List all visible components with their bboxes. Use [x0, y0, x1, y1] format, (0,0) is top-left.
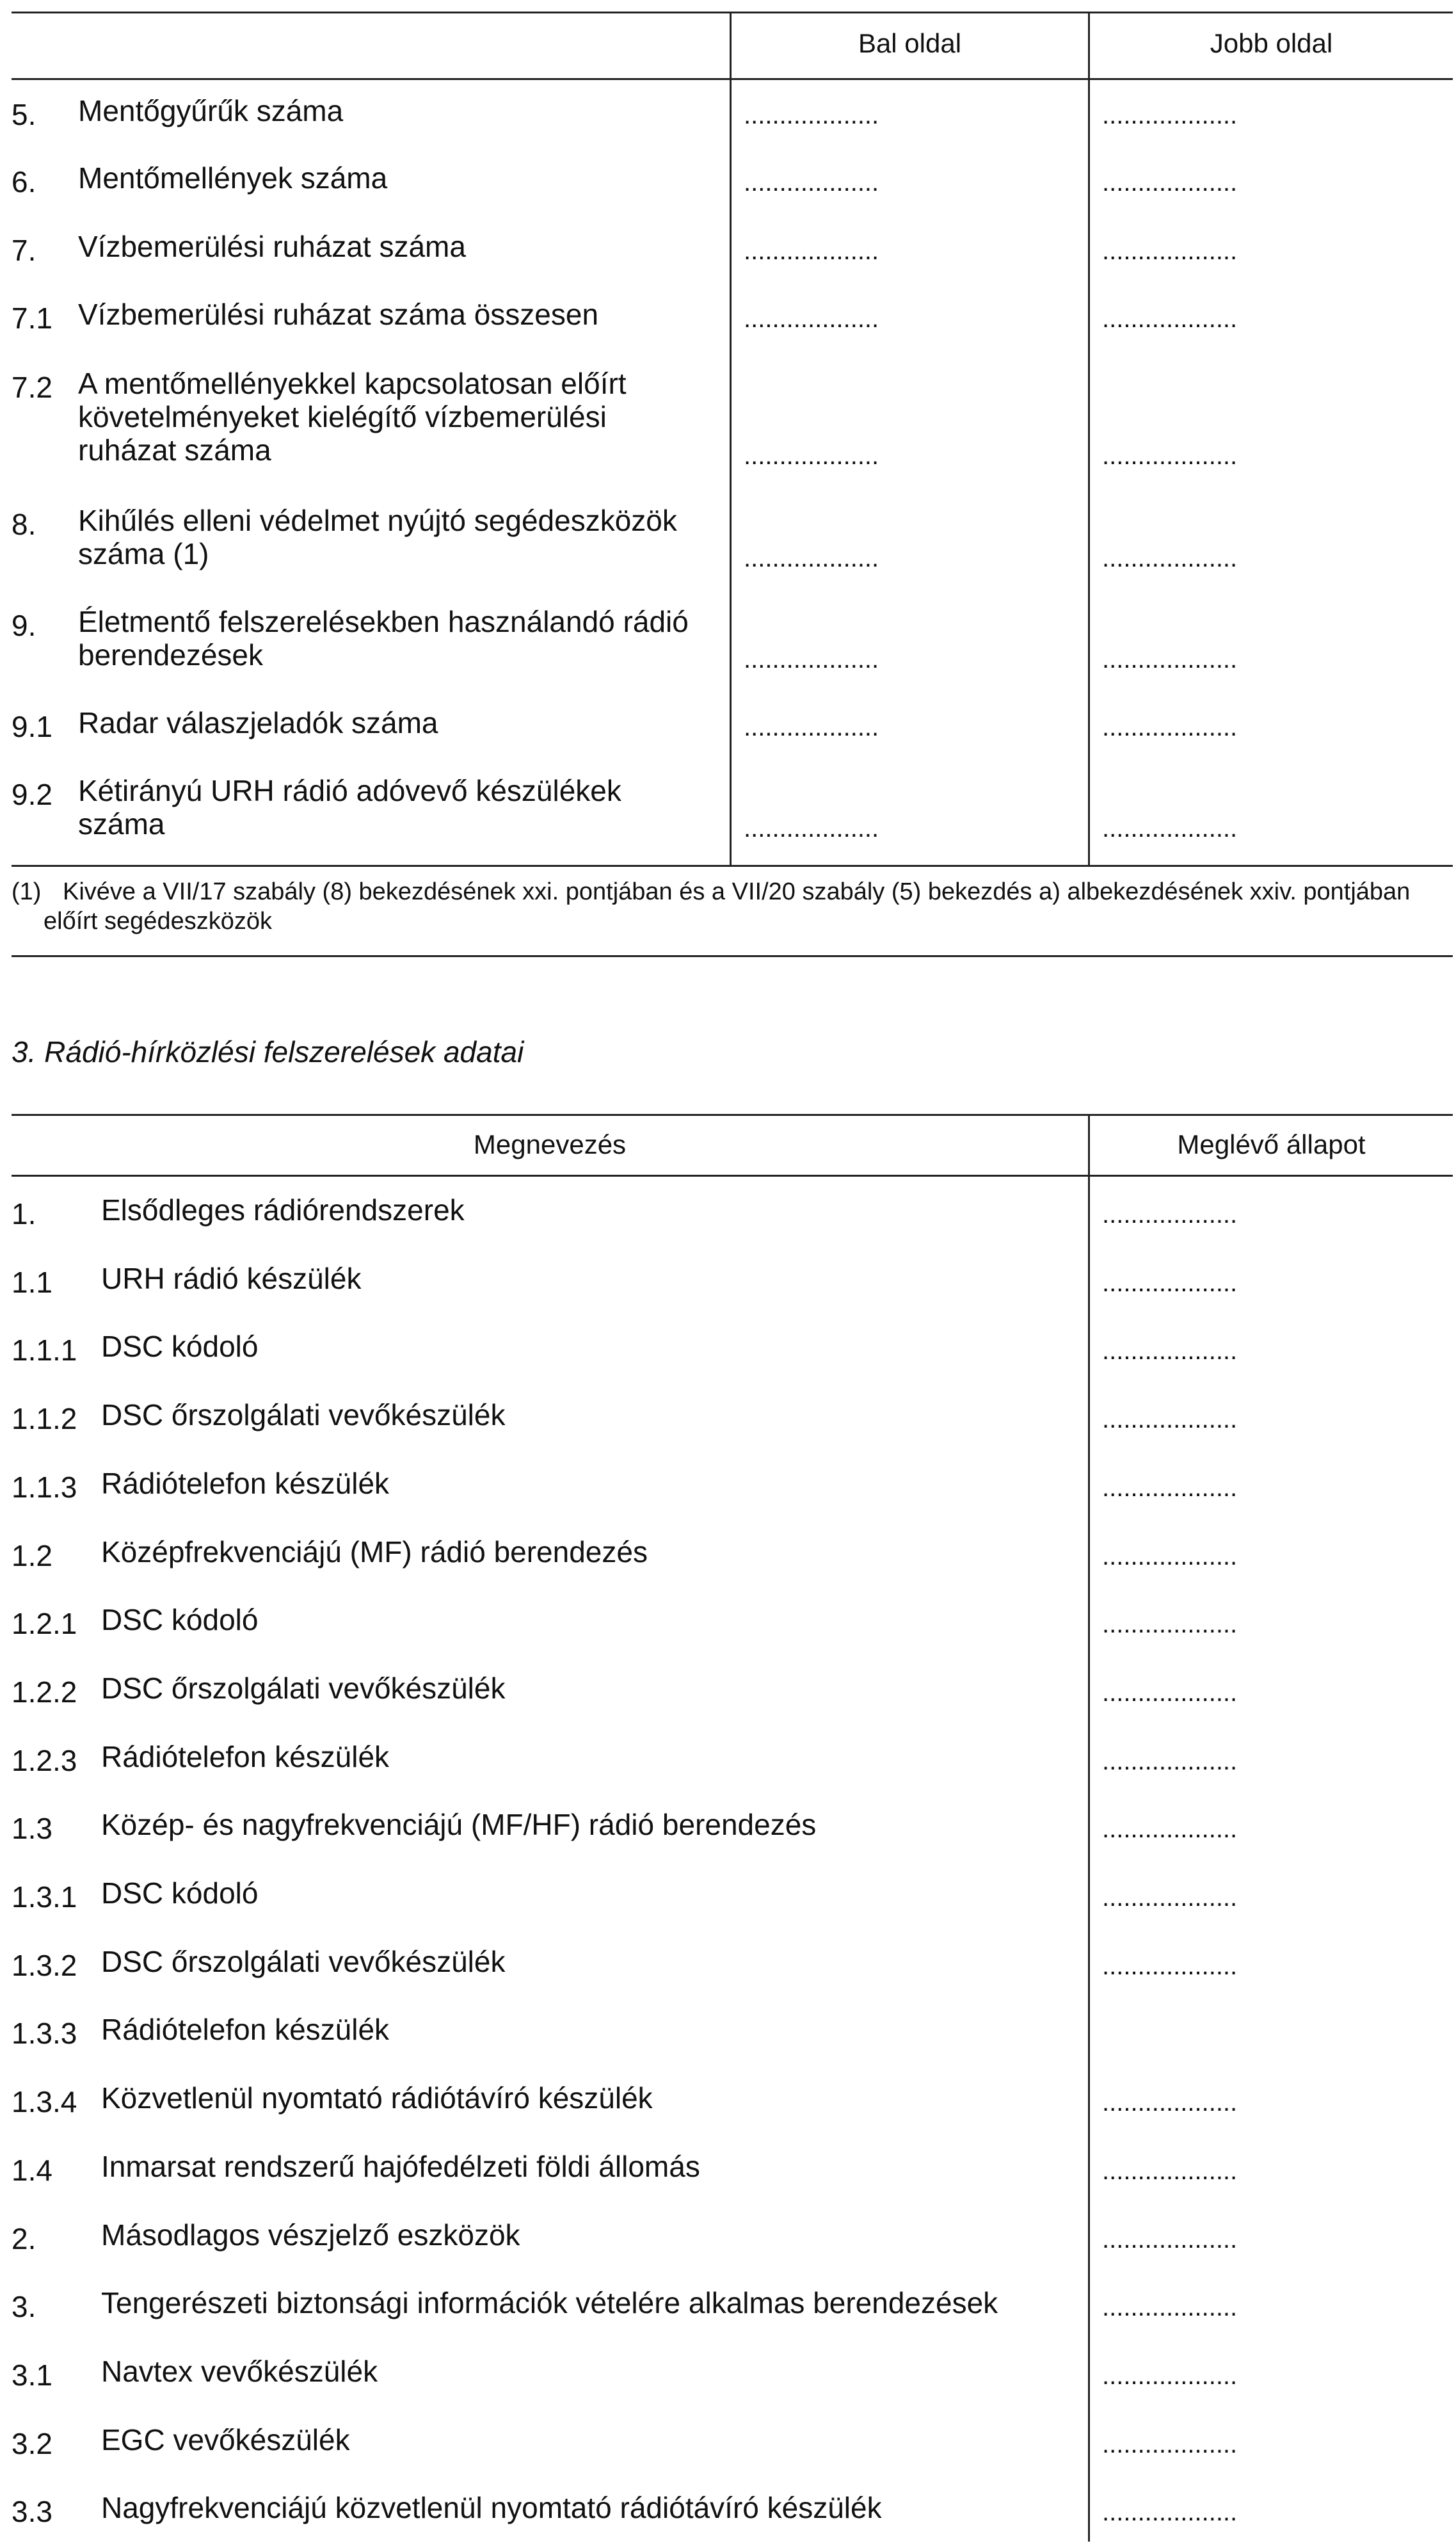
- table-row-label: Közép- és nagyfrekvenciájú (MF/HF) rádió berendezés: [101, 1808, 817, 1841]
- table2-header-right: Meglévő állapot: [1177, 1129, 1366, 1159]
- dot-leader: ...................: [1102, 1816, 1238, 1842]
- table1-divider-2: [1088, 12, 1090, 865]
- table-row-num: 1.4: [12, 2154, 52, 2187]
- table-row-label: Mentőmellények száma: [78, 161, 388, 195]
- table2-header-rule: [12, 1175, 1453, 1177]
- table-row-label: Középfrekvenciájú (MF) rádió berendezés: [101, 1535, 648, 1568]
- dot-leader: ...................: [744, 816, 879, 841]
- table-row-num: 6.: [12, 165, 36, 198]
- dot-leader: ...................: [1102, 306, 1238, 332]
- footnote-text: Kivéve a VII/17 szabály (8) bekezdésének xxi. pontjában és a VII/20 szabály (5) bekezdés a) albekezdésének xxiv. pontjában előírt segédeszközök: [44, 878, 1411, 935]
- table1-header-left: Bal oldal: [858, 28, 962, 58]
- dot-leader: ...................: [1102, 1407, 1238, 1432]
- dot-leader: ...................: [1102, 1202, 1238, 1227]
- table-row-label: Közvetlenül nyomtató rádiótávíró készülék: [101, 2081, 653, 2115]
- dot-leader: ...................: [1102, 2294, 1238, 2320]
- table-row-num: 3.1: [12, 2359, 52, 2392]
- dot-leader: ...................: [744, 714, 879, 740]
- table-row-num: 1.2.3: [12, 1744, 77, 1777]
- table-row-label: DSC kódoló: [101, 1603, 259, 1636]
- table-row-label: Mentőgyűrűk száma: [78, 94, 344, 127]
- table1-top-rule: [12, 12, 1453, 13]
- table1-bottom-rule: [12, 865, 1453, 867]
- table-row-num: 1.3: [12, 1812, 52, 1845]
- table-row-num: 3.3: [12, 2495, 52, 2528]
- dot-leader: ...................: [1102, 2431, 1238, 2457]
- dot-leader: ...................: [1102, 2227, 1238, 2252]
- table-row-label: Vízbemerülési ruházat száma: [78, 230, 466, 263]
- dot-leader: ...................: [1102, 1475, 1238, 1501]
- table-row-label: DSC őrszolgálati vevőkészülék: [101, 1398, 506, 1431]
- table-row-label: Életmentő felszerelésekben használandó rádió berendezések: [78, 605, 689, 672]
- table-row-label: DSC őrszolgálati vevőkészülék: [101, 1672, 506, 1705]
- dot-leader: ...................: [1102, 1885, 1238, 1910]
- table-row-label: Radar válaszjeladók száma: [78, 706, 438, 739]
- table-row-num: 9.2: [12, 778, 52, 811]
- table-row-num: 1.1.3: [12, 1471, 77, 1504]
- table-row-label: DSC kódoló: [101, 1876, 259, 1910]
- dot-leader: ...................: [744, 545, 879, 571]
- table-row-label: Elsődleges rádiórendszerek: [101, 1193, 465, 1227]
- table-row-label: URH rádió készülék: [101, 1262, 362, 1295]
- footnote-bottom-rule: [12, 955, 1453, 957]
- table-row-num: 1.3.3: [12, 2017, 77, 2050]
- table-row-label: EGC vevőkészülék: [101, 2423, 350, 2456]
- dot-leader: ...................: [744, 102, 879, 128]
- table-row-label: DSC kódoló: [101, 1330, 259, 1363]
- dot-leader: ...................: [1102, 2090, 1238, 2115]
- table-row-label: A mentőmellényekkel kapcsolatosan előírt követelményeket kielégítő vízbemerülési ruházat száma: [78, 367, 627, 467]
- table2-divider: [1088, 1114, 1090, 2542]
- table-row-num: 3.2: [12, 2427, 52, 2460]
- table-row-label: Vízbemerülési ruházat száma összesen: [78, 298, 599, 331]
- table-row-label: Rádiótelefon készülék: [101, 2013, 390, 2046]
- dot-leader: ...................: [1102, 170, 1238, 195]
- table-row-num: 1.2: [12, 1539, 52, 1572]
- dot-leader: ...................: [1102, 2499, 1238, 2525]
- table-row-label: Tengerészeti biztonsági információk vételére alkalmas berendezések: [101, 2286, 998, 2319]
- table-row-num: 2.: [12, 2222, 36, 2255]
- dot-leader: ...................: [1102, 2158, 1238, 2184]
- table-row-label: Másodlagos vészjelző eszközök: [101, 2218, 520, 2252]
- table-row-label: Nagyfrekvenciájú közvetlenül nyomtató rádiótávíró készülék: [101, 2491, 882, 2524]
- section-title: 3. Rádió-hírközlési felszerelések adatai: [12, 1035, 524, 1068]
- table1-divider-1: [730, 12, 732, 865]
- table-row-num: 1.3.1: [12, 1880, 77, 1914]
- dot-leader: ...................: [1102, 1953, 1238, 1979]
- dot-leader: ...................: [1102, 1270, 1238, 1296]
- table-row-num: 1.3.2: [12, 1949, 77, 1982]
- dot-leader: ...................: [1102, 2363, 1238, 2389]
- table-row-num: 1.1.2: [12, 1402, 77, 1435]
- dot-leader: ...................: [1102, 238, 1238, 264]
- table-row-num: 1.2.1: [12, 1607, 77, 1640]
- dot-leader: ...................: [1102, 443, 1238, 469]
- table-row-num: 1.1.1: [12, 1334, 77, 1367]
- dot-leader: ...................: [1102, 1748, 1238, 1774]
- dot-leader: ...................: [1102, 1611, 1238, 1637]
- dot-leader: ...................: [1102, 102, 1238, 128]
- table-row-num: 1.3.4: [12, 2085, 77, 2118]
- dot-leader: ...................: [744, 238, 879, 264]
- table-row-num: 9.1: [12, 710, 52, 743]
- dot-leader: ...................: [744, 647, 879, 672]
- dot-leader: ...................: [1102, 1338, 1238, 1364]
- table-row-num: 7.2: [12, 371, 52, 404]
- dot-leader: ...................: [1102, 647, 1238, 672]
- table-row-num: 7.: [12, 234, 36, 267]
- table-row-label: Navtex vevőkészülék: [101, 2355, 378, 2388]
- table-row-num: 1.1: [12, 1266, 52, 1299]
- table2-top-rule: [12, 1114, 1453, 1116]
- table-row-num: 1.2.2: [12, 1675, 77, 1709]
- dot-leader: ...................: [744, 306, 879, 332]
- table-row-label: Kihűlés elleni védelmet nyújtó segédeszközök száma (1): [78, 504, 677, 570]
- dot-leader: ...................: [1102, 816, 1238, 841]
- table-row-num: 1.: [12, 1197, 36, 1230]
- table-row-label: DSC őrszolgálati vevőkészülék: [101, 1945, 506, 1978]
- table-row-label: Rádiótelefon készülék: [101, 1467, 390, 1500]
- dot-leader: ...................: [1102, 714, 1238, 740]
- dot-leader: ...................: [744, 443, 879, 469]
- table-row-num: 7.1: [12, 302, 52, 335]
- table-row-num: 5.: [12, 98, 36, 131]
- dot-leader: ...................: [744, 170, 879, 195]
- table-row-label: Kétirányú URH rádió adóvevő készülékek száma: [78, 774, 621, 841]
- table-row-num: 3.: [12, 2290, 36, 2323]
- table-row-num: 9.: [12, 609, 36, 642]
- table-row-label: Inmarsat rendszerű hajófedélzeti földi állomás: [101, 2150, 700, 2183]
- dot-leader: ...................: [1102, 545, 1238, 571]
- table1-header-right: Jobb oldal: [1210, 28, 1333, 58]
- table2-header-left: Megnevezés: [473, 1129, 627, 1159]
- table-row-label: Rádiótelefon készülék: [101, 1740, 390, 1773]
- dot-leader: ...................: [1102, 1680, 1238, 1705]
- footnote-marker: (1): [12, 878, 42, 905]
- dot-leader: ...................: [1102, 1544, 1238, 1569]
- table-row-num: 8.: [12, 508, 36, 541]
- table1-header-rule: [12, 78, 1453, 80]
